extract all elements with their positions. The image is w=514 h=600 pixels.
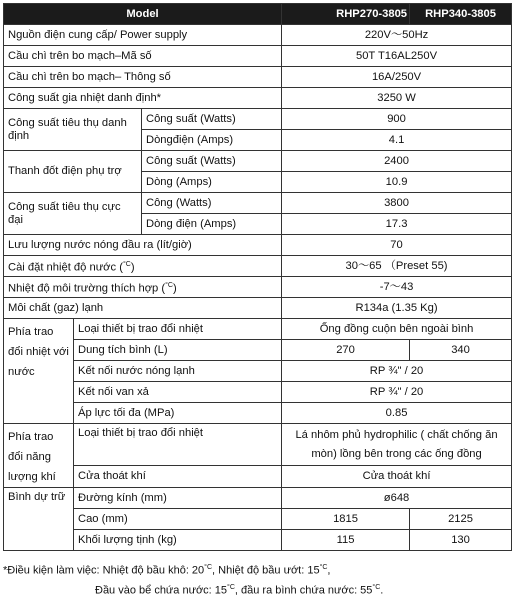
refrigerant-label: Môi chất (gaz) lạnh: [4, 298, 282, 319]
aux-heater-power-label: Công suất (Watts): [142, 151, 282, 172]
table-row: [4, 424, 512, 466]
max-consumption-current-label: Dòng điện (Amps): [142, 214, 282, 235]
table-row: [4, 235, 512, 256]
rated-consumption-power-value: 900: [282, 109, 512, 130]
weight-a: 115: [282, 530, 410, 551]
air-outlet-value: Cửa thoát khí: [282, 466, 512, 488]
footnote-text: , đầu ra bình chứa nước: 55: [234, 584, 373, 597]
rated-consumption-current-label: Dòngđiện (Amps): [142, 130, 282, 151]
air-outlet-label: Cửa thoát khí: [74, 466, 282, 488]
fuse-code-label: Cầu chì trên bo mạch–Mã số: [4, 46, 282, 67]
table-row: [4, 67, 512, 88]
table-row: [4, 466, 512, 488]
ambient-temp-label-cell: [4, 277, 282, 298]
power-supply-value: 220V～50Hz: [282, 25, 512, 46]
header-model-a: RHP270-3805: [282, 4, 410, 25]
table-row: [4, 488, 512, 509]
table-row: [4, 319, 512, 340]
header-row: [4, 4, 512, 25]
water-temp-label-cell: [4, 256, 282, 277]
diameter-label: Đường kính (mm): [74, 488, 282, 509]
spec-table: [3, 3, 512, 551]
water-temp-label-end: ): [130, 261, 135, 274]
hot-cold-conn-label: Kết nối nước nóng lạnh: [74, 361, 282, 382]
fuse-code-value: 50T T16AL250V: [282, 46, 512, 67]
footnote-line-2: [95, 581, 383, 598]
celsius-unit: °C: [372, 584, 381, 591]
footnote-text: ,: [327, 564, 331, 577]
aux-heater-current-label: Dòng (Amps): [142, 172, 282, 193]
power-supply-label: Nguồn điện cung cấp/ Power supply: [4, 25, 282, 46]
table-row: [4, 340, 512, 361]
header-model: Model: [4, 4, 282, 25]
aux-heater-label: Thanh đốt điện phụ trợ: [4, 151, 142, 193]
water-temp-label: Cài đặt nhiệt độ nước (: [8, 261, 123, 274]
drain-conn-label: Kết nối van xả: [74, 382, 282, 403]
celsius-unit: °C: [227, 584, 235, 591]
water-exchanger-type-value: Ống đồng cuộn bên ngoài bình: [282, 319, 512, 340]
rated-heating-label: Công suất gia nhiệt danh định*: [4, 88, 282, 109]
water-exchanger-type-label: Loại thiết bị trao đổi nhiệt: [74, 319, 282, 340]
footnote-text: *Điều kiện làm việc: Nhiệt độ bầu khô: 20: [3, 564, 205, 577]
table-row: [4, 88, 512, 109]
rated-heating-value: 3250 W: [282, 88, 512, 109]
ambient-temp-value: -7～43: [282, 277, 512, 298]
max-consumption-power-label: Công (Watts): [142, 193, 282, 214]
rated-consumption-power-label: Công suất (Watts): [142, 109, 282, 130]
table-row: [4, 509, 512, 530]
tank-label: Bình dự trữ: [4, 488, 74, 551]
footnote-line-1: [3, 561, 330, 578]
energy-exchanger-type-value: Lá nhôm phủ hydrophilic ( chất chống ăn mòn) lồng bên trong các ống đồng: [282, 424, 512, 466]
max-pressure-label: Áp lực tối đa (MPa): [74, 403, 282, 424]
footnote-text: , Nhiệt độ bầu ướt: 15: [212, 564, 320, 577]
ambient-temp-label: Nhiệt độ môi trường thích hợp (: [8, 282, 166, 295]
table-row: [4, 530, 512, 551]
table-row: [4, 298, 512, 319]
diameter-value: ø648: [282, 488, 512, 509]
table-row: [4, 403, 512, 424]
table-row: [4, 46, 512, 67]
celsius-unit: °C: [204, 564, 213, 571]
max-consumption-label: Công suất tiêu thụ cực đại: [4, 193, 142, 235]
max-consumption-power-value: 3800: [282, 193, 512, 214]
rated-consumption-current-value: 4.1: [282, 130, 512, 151]
energy-side-label: Phía trao đổi năng lượng khí: [4, 424, 74, 488]
table-row: [4, 382, 512, 403]
height-a: 1815: [282, 509, 410, 530]
hot-cold-conn-value: RP ¾" / 20: [282, 361, 512, 382]
footnote-text: Đầu vào bể chứa nước: 15: [95, 584, 228, 597]
table-row: [4, 256, 512, 277]
footnote-text: .: [380, 584, 384, 597]
ambient-temp-label-end: ): [172, 282, 177, 295]
water-side-label: Phía trao đổi nhiệt với nước: [4, 319, 74, 424]
celsius-unit: °C: [319, 564, 328, 571]
table-row: [4, 109, 512, 130]
max-pressure-value: 0.85: [282, 403, 512, 424]
flow-rate-value: 70: [282, 235, 512, 256]
celsius-unit: °C: [122, 260, 131, 268]
table-row: [4, 193, 512, 214]
weight-label: Khối lượng tịnh (kg): [74, 530, 282, 551]
refrigerant-value: R134a (1.35 Kg): [282, 298, 512, 319]
water-temp-value: 30～65 （Preset 55): [282, 256, 512, 277]
capacity-a: 270: [282, 340, 410, 361]
rated-consumption-label: Công suất tiêu thụ danh định: [4, 109, 142, 151]
height-label: Cao (mm): [74, 509, 282, 530]
celsius-unit: °C: [165, 281, 173, 289]
energy-exchanger-type-label: Loại thiết bị trao đổi nhiệt: [74, 424, 282, 466]
flow-rate-label: Lưu lượng nước nóng đầu ra (lít/giờ): [4, 235, 282, 256]
table-row: [4, 277, 512, 298]
table-row: [4, 151, 512, 172]
capacity-label: Dung tích bình (L): [74, 340, 282, 361]
drain-conn-value: RP ¾" / 20: [282, 382, 512, 403]
height-b: 2125: [410, 509, 512, 530]
table-row: [4, 361, 512, 382]
max-consumption-current-value: 17.3: [282, 214, 512, 235]
table-row: [4, 25, 512, 46]
header-model-b: RHP340-3805: [410, 4, 512, 25]
aux-heater-power-value: 2400: [282, 151, 512, 172]
capacity-b: 340: [410, 340, 512, 361]
fuse-spec-value: 16A/250V: [282, 67, 512, 88]
fuse-spec-label: Cầu chì trên bo mạch– Thông số: [4, 67, 282, 88]
weight-b: 130: [410, 530, 512, 551]
aux-heater-current-value: 10.9: [282, 172, 512, 193]
